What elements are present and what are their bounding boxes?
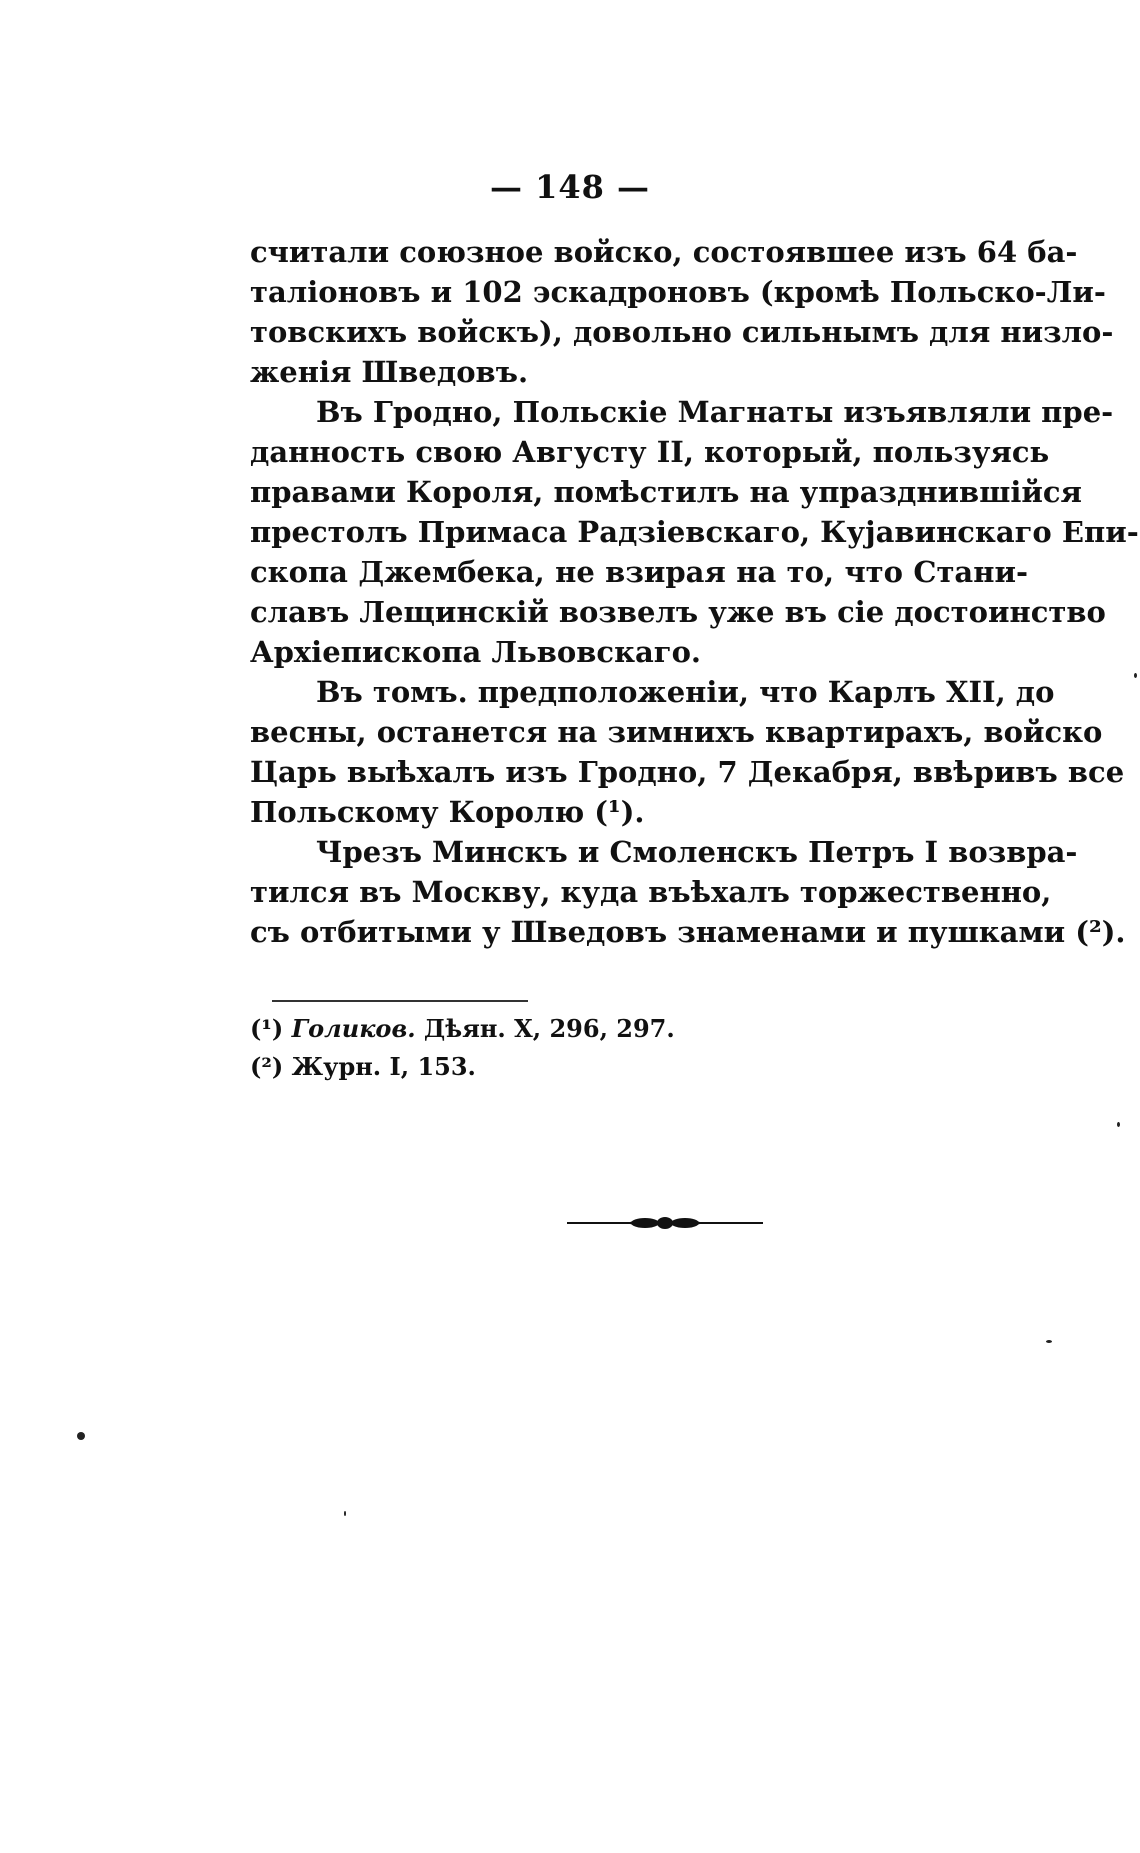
text-line: таліоновъ и 102 эскадроновъ (кромѣ Польско-Ли-	[250, 275, 1106, 309]
footnote-2	[250, 1048, 850, 1086]
text-line: Въ Гродно, Польскіе Магнаты изъявляли пре-	[316, 395, 1114, 429]
text-line: Чрезъ Минскъ и Смоленскъ Петръ I возвра-	[316, 835, 1078, 869]
text-line: правами Короля, помѣстилъ на упразднившійся	[250, 475, 1082, 509]
text-line: тился въ Москву, куда въѣхалъ торжественно,	[250, 875, 1052, 909]
scan-speck	[1046, 1340, 1052, 1343]
ornament-divider-icon	[567, 1214, 763, 1232]
text-line: скопа Джембека, не взирая на то, что Стани-	[250, 555, 1028, 589]
text-line: Архіепископа Львовскаго.	[250, 635, 702, 669]
scan-speck	[1117, 1122, 1120, 1127]
text-line: Въ томъ. предположеніи, что Карлъ XII, до	[316, 675, 1055, 709]
text-line: престолъ Примаса Радзіевскаго, Кујавинскаго Епи-	[250, 515, 1139, 549]
footnote-text: Дѣян. X, 296, 297.	[423, 1014, 675, 1043]
scan-speck	[1134, 673, 1137, 678]
scan-speck	[77, 1432, 85, 1440]
footnote-text: Журн. I, 153.	[291, 1052, 476, 1081]
footnote-author: Голиков.	[291, 1014, 416, 1043]
footnotes	[250, 1010, 850, 1086]
text-line: считали союзное войско, состоявшее изъ 64 ба-	[250, 235, 1078, 269]
scan-speck	[344, 1511, 346, 1516]
text-line: съ отбитыми у Шведовъ знаменами и пушками (²).	[250, 915, 1126, 949]
footnote-1	[250, 1010, 850, 1048]
footnote-mark: (¹)	[250, 1014, 284, 1043]
text-line: женія Шведовъ.	[250, 355, 529, 389]
text-line: Польскому Королю (¹).	[250, 795, 645, 829]
text-line: весны, останется на зимнихъ квартирахъ, войско	[250, 715, 1103, 749]
footnote-divider	[272, 1000, 528, 1002]
text-line: Царь выѣхалъ изъ Гродно, 7 Декабря, ввѣривъ все	[250, 755, 1125, 789]
body-text	[250, 232, 1139, 952]
text-line: товскихъ войскъ), довольно сильнымъ для низло-	[250, 315, 1114, 349]
text-line: славъ Лещинскій возвелъ уже въ сіе достоинство	[250, 595, 1106, 629]
footnote-mark: (²)	[250, 1052, 284, 1081]
text-line: данность свою Августу II, который, пользуясь	[250, 435, 1050, 469]
page-number: — 148 —	[489, 168, 651, 206]
